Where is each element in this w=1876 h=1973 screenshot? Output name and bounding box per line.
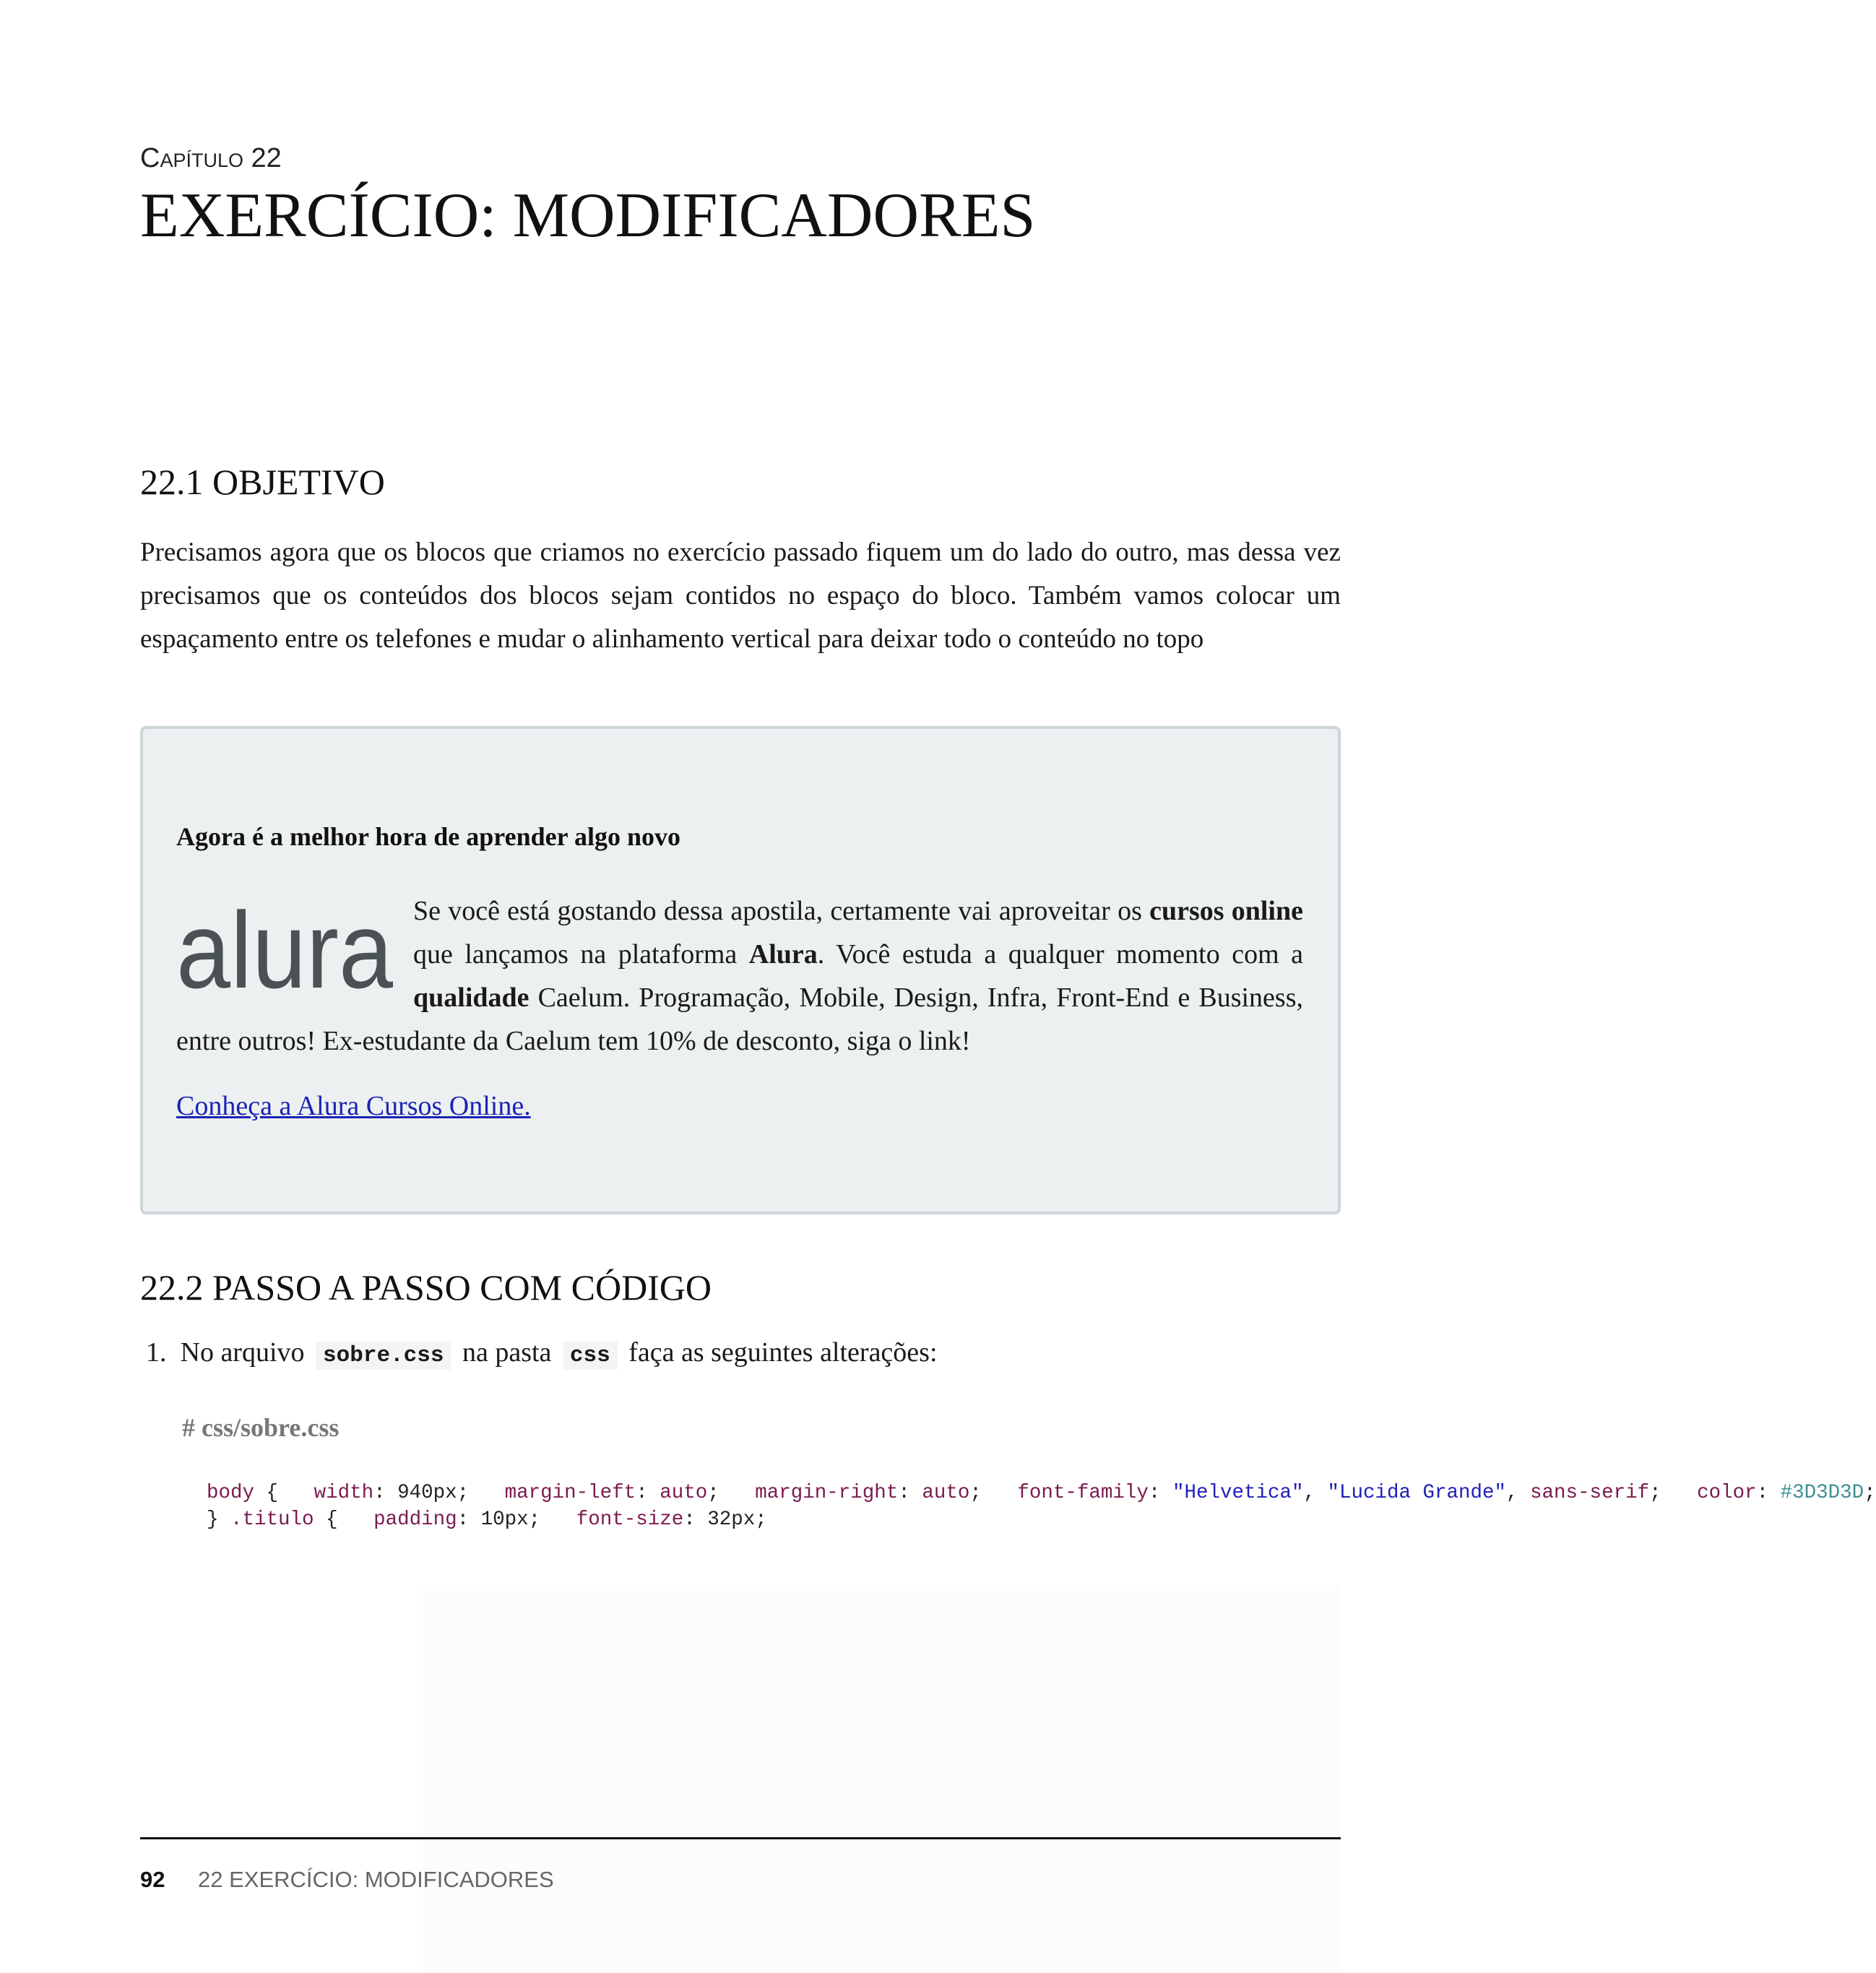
promo-title: Agora é a melhor hora de aprender algo novo <box>176 822 680 851</box>
code-value: 32px <box>707 1508 756 1532</box>
code-property: font-family <box>1017 1482 1149 1504</box>
promo-bold-alura: Alura <box>748 939 818 970</box>
promo-bold-qualidade: qualidade <box>413 983 529 1013</box>
code-value: auto <box>922 1482 970 1504</box>
chapter-title: EXERCÍCIO: MODIFICADORES <box>140 181 1036 251</box>
chapter-label <box>140 143 282 174</box>
code-color-value: #3D3D3D <box>1780 1482 1864 1504</box>
code-property: font-size <box>576 1508 684 1532</box>
code-selector-titulo: .titulo <box>230 1508 314 1532</box>
step-item <box>146 1337 938 1368</box>
promo-body <box>176 889 1303 1063</box>
step-folder-code: css <box>563 1342 618 1370</box>
promo-bold-cursos-online: cursos online <box>1149 896 1303 926</box>
code-string: "Lucida Grande" <box>1327 1482 1507 1504</box>
code-block: body { width: 940px; margin-left: auto; margin-right: auto; font-family: "Helvetica", "Lucida Grande", sans-serif; color: #3D3D3D; } .titulo { padding: 10px; font-size: 32px; <box>207 1482 1876 1532</box>
objective-paragraph: Precisamos agora que os blocos que criamos no exercício passado fiquem um do lado do outro, mas dessa vez precisamos que os conteúdos dos blocos sejam contidos no espaço do bloco. Também vamos colocar um espaçamento entre os telefones e mudar o alinhamento vertical para deixar todo o conteúdo no topo <box>140 537 1341 654</box>
code-value: 940px <box>397 1482 457 1504</box>
code-property: width <box>314 1482 374 1504</box>
running-head: 22 EXERCÍCIO: MODIFICADORES <box>198 1867 554 1892</box>
promo-text-2: que lançamos na plataforma <box>413 939 749 970</box>
promo-text-4: Caelum. Programação, Mobile, Design, Infra, Front-End e Business, entre outros! Ex-estudante da Caelum tem 10% de desconto, siga o link! <box>176 983 1303 1056</box>
chapter-label-prefix: Capítulo <box>140 143 243 173</box>
step-file-code: sobre.css <box>316 1342 451 1370</box>
alura-logo <box>176 889 394 1011</box>
chapter-number: 22 <box>251 143 282 173</box>
section-heading-passo-a-passo: 22.2 PASSO A PASSO COM CÓDIGO <box>140 1267 712 1308</box>
alura-link[interactable]: Conheça a Alura Cursos Online. <box>176 1091 531 1121</box>
step-text-3: faça as seguintes alterações: <box>628 1337 938 1368</box>
code-value: sans-serif <box>1530 1482 1650 1504</box>
code-property: color <box>1697 1482 1757 1504</box>
step-number: 1. <box>146 1337 167 1368</box>
code-background <box>423 1586 1341 1973</box>
code-property: padding <box>373 1508 457 1532</box>
code-string: "Helvetica" <box>1172 1482 1304 1504</box>
code-value: 10px <box>480 1508 529 1532</box>
page-number: 92 <box>140 1867 165 1892</box>
promo-text-1: Se você está gostando dessa apostila, certamente vai aproveitar os <box>413 896 1150 926</box>
code-value: auto <box>660 1482 708 1504</box>
code-selector-body: body <box>207 1482 255 1504</box>
step-text-2: na pasta <box>462 1337 552 1368</box>
svg-text:alura: alura <box>176 889 394 1011</box>
step-text-1: No arquivo <box>180 1337 305 1368</box>
section-heading-objetivo: 22.1 OBJETIVO <box>140 462 385 502</box>
promo-text-3: . Você estuda a qualquer momento com a <box>817 939 1303 970</box>
code-property: margin-left <box>504 1482 636 1504</box>
code-property: margin-right <box>755 1482 899 1504</box>
footer-divider <box>140 1837 1341 1839</box>
promo-box <box>140 726 1341 1214</box>
code-file-label: # css/sobre.css <box>182 1413 340 1442</box>
